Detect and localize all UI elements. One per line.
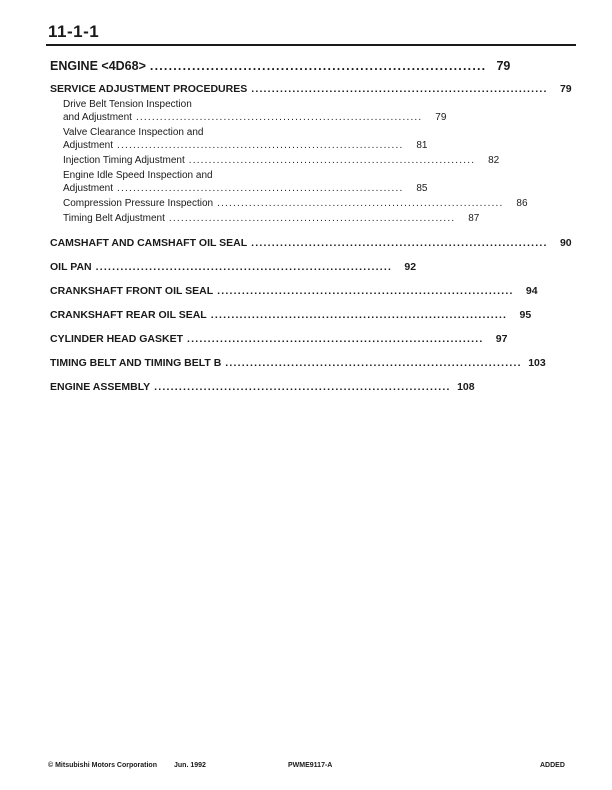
table-of-contents [50,56,572,393]
toc-subentry[interactable] [50,169,428,195]
footer-status: ADDED [540,762,565,769]
toc-subentry-label: Timing Belt Adjustment [63,213,165,224]
toc-entry-page: 79 [559,83,572,95]
toc-entry-engine-assembly[interactable] [50,381,475,393]
dot-leader: ........................................................................ [154,381,451,393]
dot-leader: ........................................................................ [251,237,548,249]
dot-leader: ........................................................................ [188,155,476,166]
toc-subentry-page: 82 [488,155,500,166]
toc-entry-label: OIL PAN [50,261,92,273]
dot-leader: ........................................................................ [149,59,487,73]
toc-entry-page: 79 [496,59,511,73]
dot-leader: ........................................................................ [168,213,456,224]
toc-subentry-label: Injection Timing Adjustment [63,155,185,166]
toc-entry-page: 94 [525,285,538,297]
toc-entry-page: 103 [528,357,546,369]
toc-subentry-label: and Adjustment [63,112,132,123]
toc-entry-label: TIMING BELT AND TIMING BELT B [50,357,222,369]
toc-entry-label: CYLINDER HEAD GASKET [50,333,184,345]
dot-leader: ........................................................................ [117,183,404,194]
toc-subentry-label: Adjustment [63,183,114,194]
toc-entry-crankshaft-rear-oil-seal[interactable] [50,309,532,321]
toc-entry-page: 90 [559,237,572,249]
toc-subentry-page: 85 [416,183,428,194]
toc-entry-oil-pan[interactable] [50,261,417,273]
dot-leader: ........................................................................ [217,198,504,209]
toc-subentry-line1: Drive Belt Tension Inspection [63,99,192,110]
toc-entry-page: 97 [495,333,508,345]
toc-entry-crankshaft-front-oil-seal[interactable] [50,285,538,297]
dot-leader: ........................................................................ [187,333,484,345]
footer-date: Jun. 1992 [174,762,206,769]
toc-subentry[interactable] [50,212,480,225]
toc-entry-service-adjustment[interactable] [50,83,572,95]
dot-leader: ........................................................................ [210,309,508,321]
toc-subentry[interactable] [50,126,428,152]
toc-entry-page: 92 [404,261,417,273]
toc-subentry[interactable] [50,197,528,210]
dot-leader: ........................................................................ [225,357,522,369]
toc-entry-label: CRANKSHAFT REAR OIL SEAL [50,309,207,321]
section-id: 11-1-1 [48,22,100,41]
toc-entry-page: 108 [457,381,475,393]
toc-subentry-line1: Engine Idle Speed Inspection and [63,170,213,181]
toc-entry-cylinder-head-gasket[interactable] [50,333,508,345]
toc-entry-label: CRANKSHAFT FRONT OIL SEAL [50,285,214,297]
dot-leader: ........................................................................ [135,112,423,123]
dot-leader: ........................................................................ [217,285,514,297]
toc-entry-engine[interactable] [50,59,511,73]
toc-subentry-label: Compression Pressure Inspection [63,198,214,209]
toc-subentry-page: 87 [468,213,480,224]
toc-entry-label: ENGINE ASSEMBLY [50,381,151,393]
toc-entry-label: CAMSHAFT AND CAMSHAFT OIL SEAL [50,237,248,249]
footer-copyright: © Mitsubishi Motors Corporation [48,762,157,769]
dot-leader: ........................................................................ [251,83,548,95]
toc-subentry-page: 81 [416,140,428,151]
dot-leader: ........................................................................ [117,140,404,151]
toc-subentry[interactable] [50,154,500,167]
toc-subentry-label: Adjustment [63,140,114,151]
header-rule [46,44,576,46]
toc-entry-timing-belt[interactable] [50,357,546,369]
toc-subentry-line1: Valve Clearance Inspection and [63,127,204,138]
toc-entry-label: SERVICE ADJUSTMENT PROCEDURES [50,83,248,95]
toc-subentry-page: 79 [435,112,447,123]
toc-entry-page: 95 [519,309,532,321]
toc-subentry-page: 86 [516,198,528,209]
footer-document-code: PWME9117-A [288,762,333,769]
dot-leader: ........................................................................ [95,261,393,273]
toc-entry-label: ENGINE <4D68> [50,59,146,73]
toc-subentry[interactable] [50,98,447,124]
toc-entry-camshaft-oil-seal[interactable] [50,237,572,249]
